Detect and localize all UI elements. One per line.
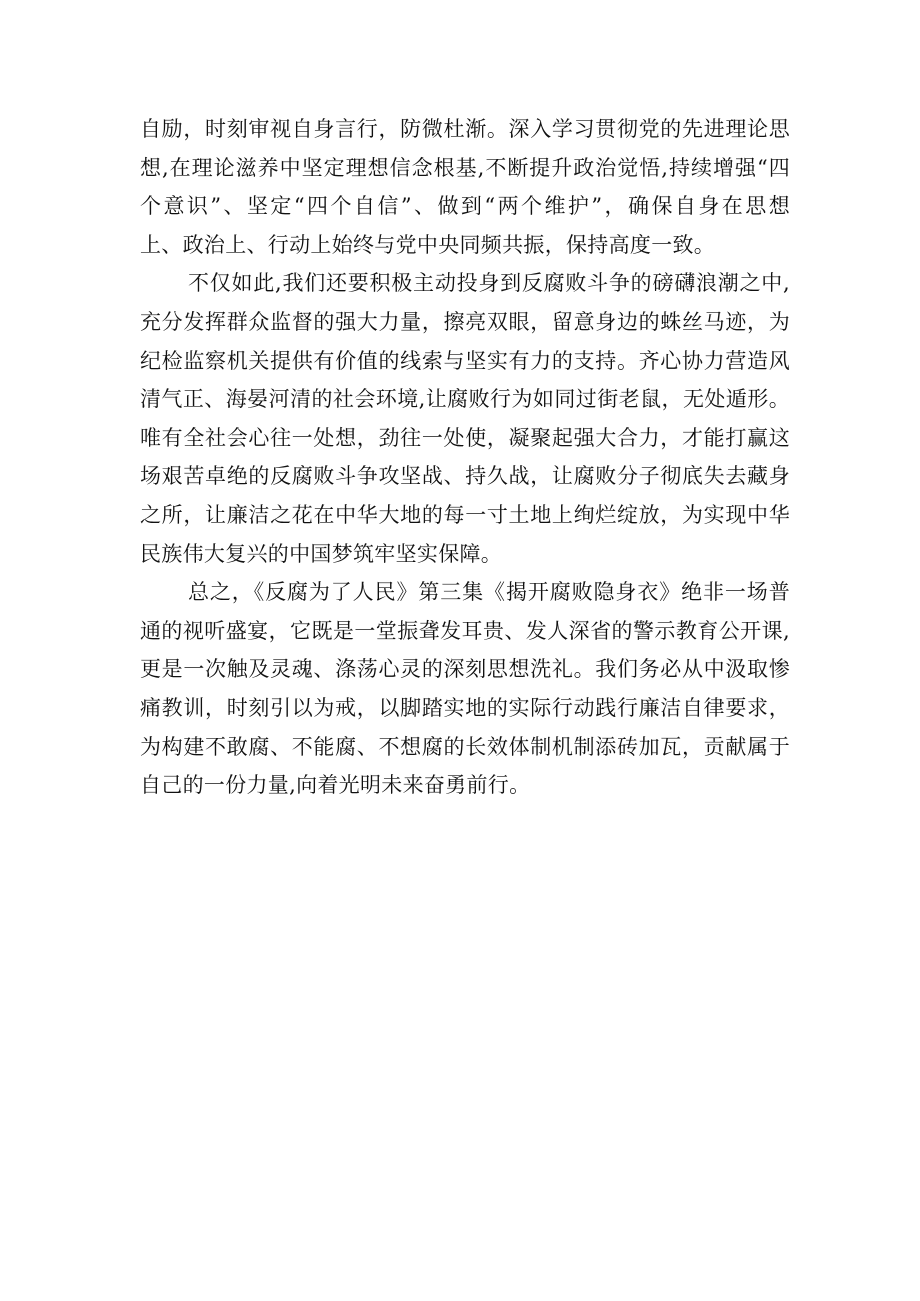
- paragraph-line: 充分发挥群众监督的强大力量，擦亮双眼，留意身边的蛛丝马迹，为: [140, 309, 790, 334]
- paragraph-line: 唯有全社会心往一处想，劲往一处使，凝聚起强大合力，才能打赢这: [140, 425, 790, 450]
- paragraph-line: 自励，时刻审视自身言行，防微杜渐。深入学习贯彻党的先进理论思: [140, 117, 790, 141]
- paragraph-line: 之所，让廉洁之花在中华大地的每一寸土地上绚烂绽放，为实现中华: [140, 502, 790, 527]
- paragraph-line: 自己的一份力量,向着光明未来奋勇前行。: [140, 773, 531, 798]
- paragraph-line: 不仅如此,我们还要积极主动投身到反腐败斗争的磅礴浪潮之中,: [188, 271, 790, 296]
- paragraph-1: [140, 110, 790, 264]
- paragraph-line: 清气正、海晏河清的社会环境,让腐败行为如同过街老鼠，无处遁形。: [140, 387, 790, 412]
- paragraph-line: 民族伟大复兴的中国梦筑牢坚实保障。: [140, 541, 503, 566]
- paragraph-line: 场艰苦卓绝的反腐败斗争攻坚战、持久战，让腐败分子彻底失去藏身: [140, 464, 790, 489]
- paragraph-2: [140, 264, 790, 573]
- paragraph-line: 为构建不敢腐、不能腐、不想腐的长效体制机制添砖加瓦，贡献属于: [140, 734, 790, 759]
- paragraph-line: 上、政治上、行动上始终与党中央同频共振，保持高度一致。: [140, 232, 716, 257]
- paragraph-3: [140, 573, 790, 805]
- paragraph-line: 总之，《反腐为了人民》第三集《揭开腐败隐身衣》绝非一场普: [188, 580, 790, 605]
- paragraph-line: 更是一次触及灵魂、涤荡心灵的深刻思想洗礼。我们务必从中汲取惨: [140, 657, 790, 682]
- paragraph-line: 个意识”、坚定“四个自信”、做到“两个维护”，确保自身在思想: [140, 194, 790, 219]
- paragraph-line: 痛教训，时刻引以为戒，以脚踏实地的实际行动践行廉洁自律要求，: [140, 695, 790, 720]
- paragraph-line: 想,在理论滋养中坚定理想信念根基,不断提升政治觉悟,持续增强“四: [140, 155, 790, 180]
- paragraph-line: 通的视听盛宴，它既是一堂振聋发耳贵、发人深省的警示教育公开课,: [140, 618, 790, 643]
- document-body: [140, 110, 790, 805]
- paragraph-line: 纪检监察机关提供有价值的线索与坚实有力的支持。齐心协力营造风: [140, 348, 790, 373]
